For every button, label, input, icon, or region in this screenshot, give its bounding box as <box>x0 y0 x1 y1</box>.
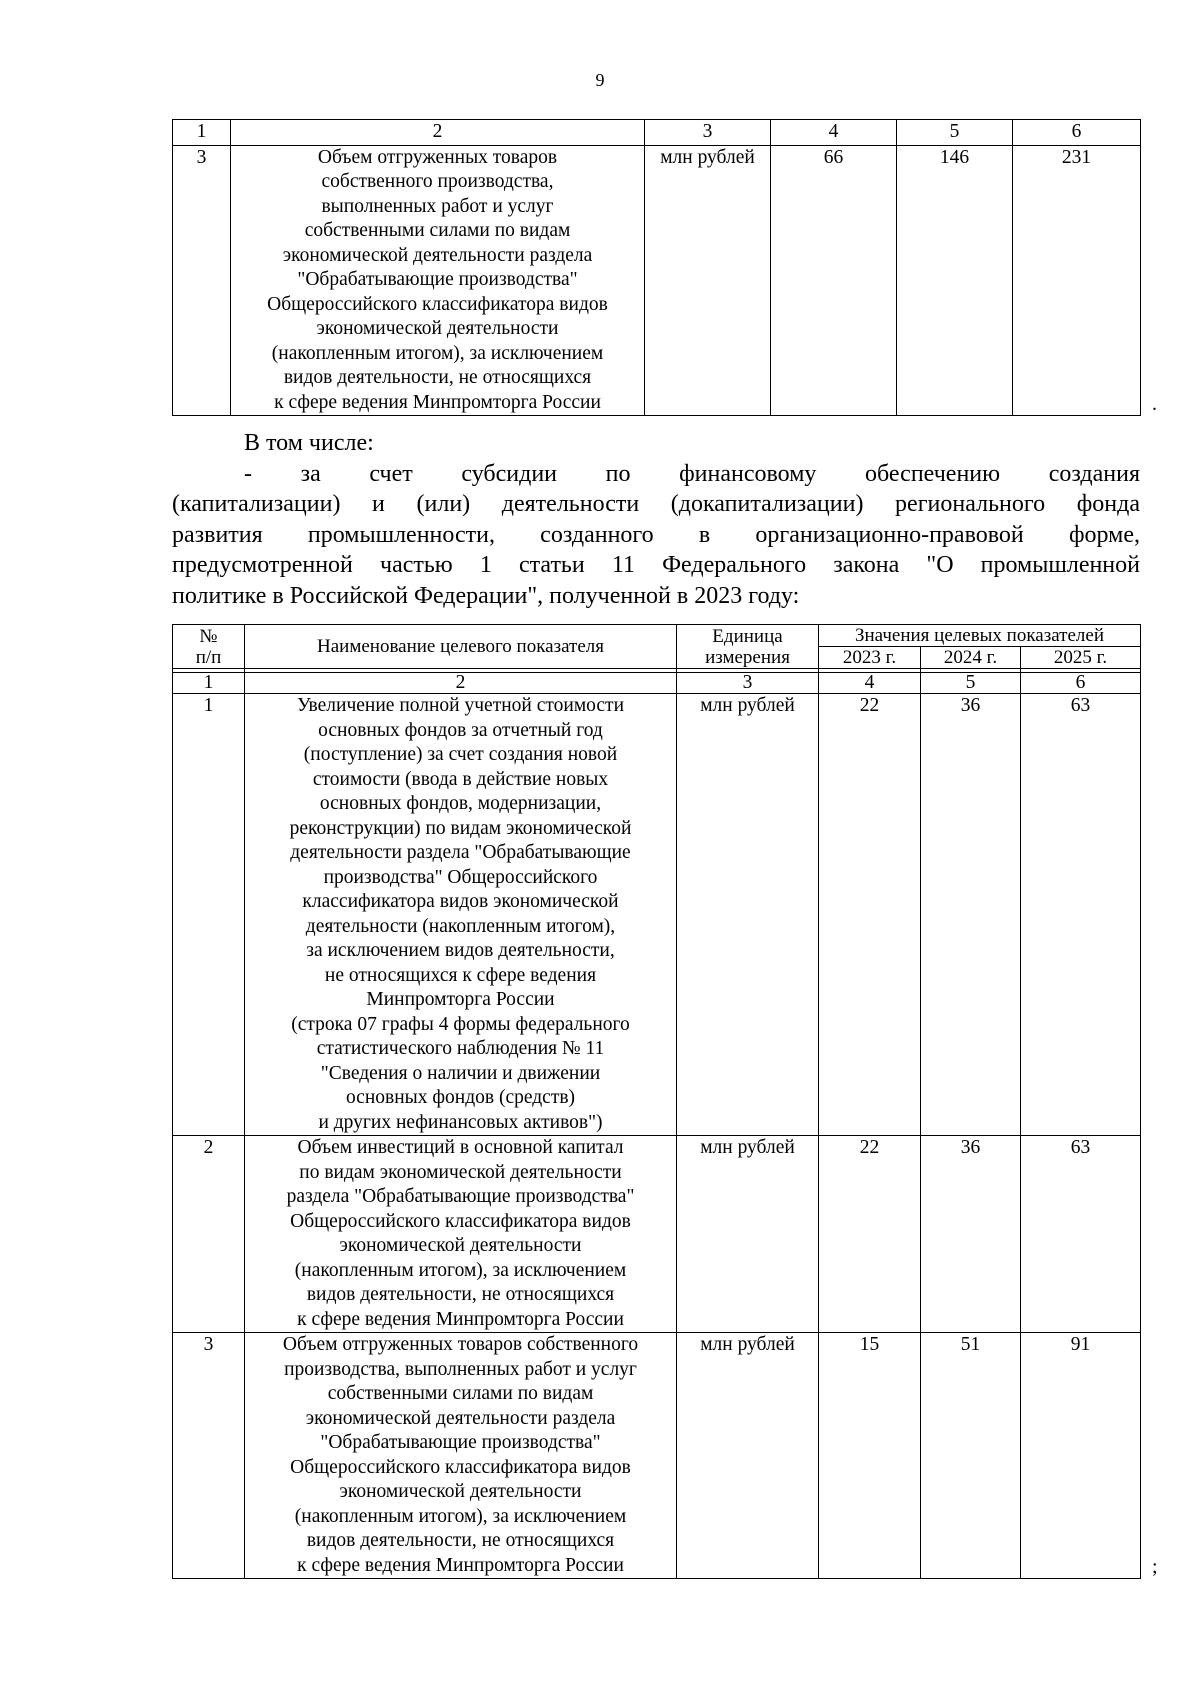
column-number: 6 <box>1021 673 1141 694</box>
indicator-table-continued <box>172 119 1141 416</box>
header-name: Наименование целевого показателя <box>245 625 677 669</box>
column-number-row <box>173 673 1141 694</box>
column-number: 2 <box>231 120 645 146</box>
unit-cell: млн рублей <box>677 1136 819 1333</box>
unit-cell: млн рублей <box>645 145 771 416</box>
header-unit: Единица измерения <box>677 625 819 669</box>
target-indicators-table <box>172 624 1141 1579</box>
column-number-row <box>173 120 1141 146</box>
header-values-group: Значения целевых показателей <box>819 625 1141 647</box>
row-number: 2 <box>173 1136 245 1333</box>
table-row <box>173 1136 1141 1333</box>
column-number: 5 <box>897 120 1013 146</box>
value-2025: 91 <box>1021 1333 1141 1579</box>
value-2023: 22 <box>819 1136 921 1333</box>
table-row <box>173 694 1141 1136</box>
column-number: 6 <box>1013 120 1141 146</box>
unit-cell: млн рублей <box>677 1333 819 1579</box>
row-number: 3 <box>173 145 231 416</box>
column-number: 3 <box>645 120 771 146</box>
column-number: 1 <box>173 120 231 146</box>
indicator-name: Объем инвестиций в основной капитал по видам экономической деятельности раздела "Обрабатывающие производства" Общероссийского классификатора видов экономической деятельности (накопленным итогом), за исключением видов деятельности, не относящихся к сфере ведения Минпромторга России <box>245 1136 677 1333</box>
header-year-2023: 2023 г. <box>819 647 921 669</box>
value-2025: 63 <box>1021 1136 1141 1333</box>
value-2023: 15 <box>819 1333 921 1579</box>
row-number: 1 <box>173 694 245 1136</box>
value-2025: 231 <box>1013 145 1141 416</box>
paragraph-line: развития промышленности, созданного в организационно-правовой форме, <box>172 521 1140 548</box>
indicator-name: Увеличение полной учетной стоимости основных фондов за отчетный год (поступление) за счет создания новой стоимости (ввода в действие новых основных фондов, модернизации, реконструкции) по видам экономической деятельности раздела "Обрабатывающие производства" Общероссийского классификатора видов экономической деятельности (накопленным итогом), за исключением видов деятельности, не относящихся к сфере ведения Минпромторга России (строка 07 графы 4 формы федерального статистического наблюдения № 11 "Сведения о наличии и движении основных фондов (средств) и других нефинансовых активов") <box>245 694 677 1136</box>
body-paragraph <box>172 428 1140 611</box>
table1-trailing-mark: . <box>1152 393 1157 415</box>
unit-cell: млн рублей <box>677 694 819 1136</box>
column-number: 5 <box>921 673 1021 694</box>
indicator-name: Объем отгруженных товаров собственного производства, выполненных работ и услуг собственными силами по видам экономической деятельности раздела "Обрабатывающие производства" Общероссийского классификатора видов экономической деятельности (накопленным итогом), за исключением видов деятельности, не относящихся к сфере ведения Минпромторга России <box>245 1333 677 1579</box>
column-number: 1 <box>173 673 245 694</box>
value-2025: 63 <box>1021 694 1141 1136</box>
column-number: 2 <box>245 673 677 694</box>
column-number: 3 <box>677 673 819 694</box>
table2-trailing-mark: ; <box>1152 1556 1158 1578</box>
table-row <box>173 145 1141 416</box>
page-number: 9 <box>595 70 605 90</box>
paragraph-line: политике в Российской Федерации", полученной в 2023 году: <box>172 582 800 609</box>
table-row <box>173 1333 1141 1579</box>
header-num: № п/п <box>173 625 245 669</box>
header-year-2024: 2024 г. <box>921 647 1021 669</box>
value-2024: 51 <box>921 1333 1021 1579</box>
header-year-2025: 2025 г. <box>1021 647 1141 669</box>
paragraph-line: предусмотренной частью 1 статьи 11 Федерального закона "О промышленной <box>172 552 1140 578</box>
row-number: 3 <box>173 1333 245 1579</box>
column-number: 4 <box>819 673 921 694</box>
value-2023: 66 <box>771 145 897 416</box>
paragraph-line: (капитализации) и (или) деятельности (докапитализации) регионального фонда <box>172 491 1140 517</box>
column-number: 4 <box>771 120 897 146</box>
value-2023: 22 <box>819 694 921 1136</box>
value-2024: 146 <box>897 145 1013 416</box>
paragraph-line: - за счет субсидии по финансовому обеспечению создания <box>244 460 1140 487</box>
value-2024: 36 <box>921 1136 1021 1333</box>
value-2024: 36 <box>921 694 1021 1136</box>
header-row <box>173 625 1141 647</box>
paragraph-line: В том числе: <box>244 430 374 456</box>
indicator-name: Объем отгруженных товаров собственного производства, выполненных работ и услуг собственными силами по видам экономической деятельности раздела "Обрабатывающие производства" Общероссийского классификатора видов экономической деятельности (накопленным итогом), за исключением видов деятельности, не относящихся к сфере ведения Минпромторга России <box>231 145 645 416</box>
